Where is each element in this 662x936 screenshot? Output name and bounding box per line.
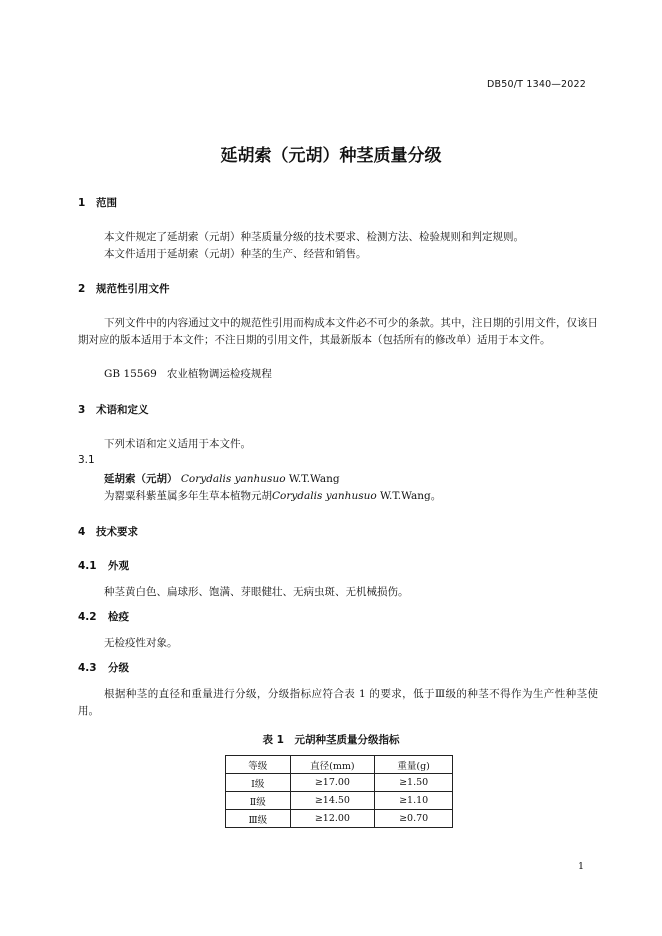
page-number: 1	[577, 861, 584, 872]
section-3-heading	[78, 402, 149, 417]
section-title: 技术要求	[96, 526, 138, 538]
table-row	[226, 792, 453, 810]
cell-diameter: ≥17.00	[290, 774, 375, 792]
section-title: 术语和定义	[96, 404, 149, 416]
subsection-4-3-text: 根据种茎的直径和重量进行分级，分级指标应符合表 1 的要求，低于Ⅲ级的种茎不得作为生产性种茎使用。	[78, 688, 598, 717]
term-author: W.T.Wang	[288, 473, 340, 485]
cell-grade: Ⅰ级	[226, 774, 291, 792]
subsection-4-1-text: 种茎黄白色、扁球形、饱满、芽眼健壮、无病虫斑、无机械损伤。	[104, 586, 409, 598]
section-3-para-1: 下列术语和定义适用于本文件。	[104, 438, 251, 450]
table-caption: 表 1 元胡种茎质量分级指标	[262, 734, 400, 746]
subsection-4-3-heading	[78, 660, 129, 675]
reference-title: 农业植物调运检疫规程	[166, 368, 272, 380]
subsection-4-2-heading	[78, 609, 129, 624]
term-latin: Corydalis yanhusuo	[180, 473, 286, 485]
table-row	[226, 810, 453, 828]
section-title: 规范性引用文件	[96, 283, 170, 295]
table-row	[226, 774, 453, 792]
cell-grade: Ⅱ级	[226, 792, 291, 810]
table-header-row	[226, 756, 453, 774]
subsection-4-1-heading	[78, 558, 129, 573]
term-chinese: 延胡索（元胡）	[104, 473, 178, 485]
section-number: 1	[78, 197, 86, 209]
subsection-title: 外观	[108, 560, 129, 572]
normative-reference	[104, 366, 272, 381]
cell-weight: ≥1.50	[375, 774, 453, 792]
term-number: 3.1	[78, 454, 95, 466]
subsection-number: 4.1	[78, 560, 97, 572]
section-1-heading	[78, 195, 117, 210]
term-entry	[104, 471, 340, 486]
subsection-number: 4.3	[78, 662, 97, 674]
subsection-4-2-text: 无检疫性对象。	[104, 637, 178, 649]
section-number: 3	[78, 404, 86, 416]
section-number: 4	[78, 526, 86, 538]
subsection-title: 检疫	[108, 611, 129, 623]
document-number: DB50/T 1340—2022	[487, 79, 586, 90]
section-1-para-2: 本文件适用于延胡索（元胡）种茎的生产、经营和销售。	[104, 248, 367, 260]
subsection-number: 4.2	[78, 611, 97, 623]
cell-weight: ≥1.10	[375, 792, 453, 810]
cell-weight: ≥0.70	[375, 810, 453, 828]
section-title: 范围	[96, 197, 117, 209]
grading-table	[225, 755, 453, 828]
reference-code: GB 15569	[104, 368, 157, 380]
section-4-heading	[78, 524, 138, 539]
header-weight: 重量(g)	[375, 756, 453, 774]
definition-suffix: W.T.Wang。	[380, 490, 442, 502]
section-2-heading	[78, 281, 170, 296]
section-1-para-1: 本文件规定了延胡索（元胡）种茎质量分级的技术要求、检测方法、检验规则和判定规则。	[104, 231, 524, 243]
definition-latin: Corydalis yanhusuo	[272, 490, 377, 502]
cell-diameter: ≥12.00	[290, 810, 375, 828]
section-2-para-1: 下列文件中的内容通过文中的规范性引用而构成本文件必不可少的条款。其中，注日期的引用文件，仅该日期对应的版本适用于本文件；不注日期的引用文件，其最新版本（包括所有的修改单）适用于本文件。	[78, 317, 598, 346]
cell-diameter: ≥14.50	[290, 792, 375, 810]
term-definition	[104, 488, 441, 503]
section-number: 2	[78, 283, 86, 295]
subsection-title: 分级	[108, 662, 129, 674]
document-title: 延胡索（元胡）种茎质量分级	[220, 146, 442, 166]
header-diameter: 直径(mm)	[290, 756, 375, 774]
definition-prefix: 为罂粟科紫堇属多年生草本植物元胡	[104, 490, 272, 502]
header-grade: 等级	[226, 756, 291, 774]
cell-grade: Ⅲ级	[226, 810, 291, 828]
